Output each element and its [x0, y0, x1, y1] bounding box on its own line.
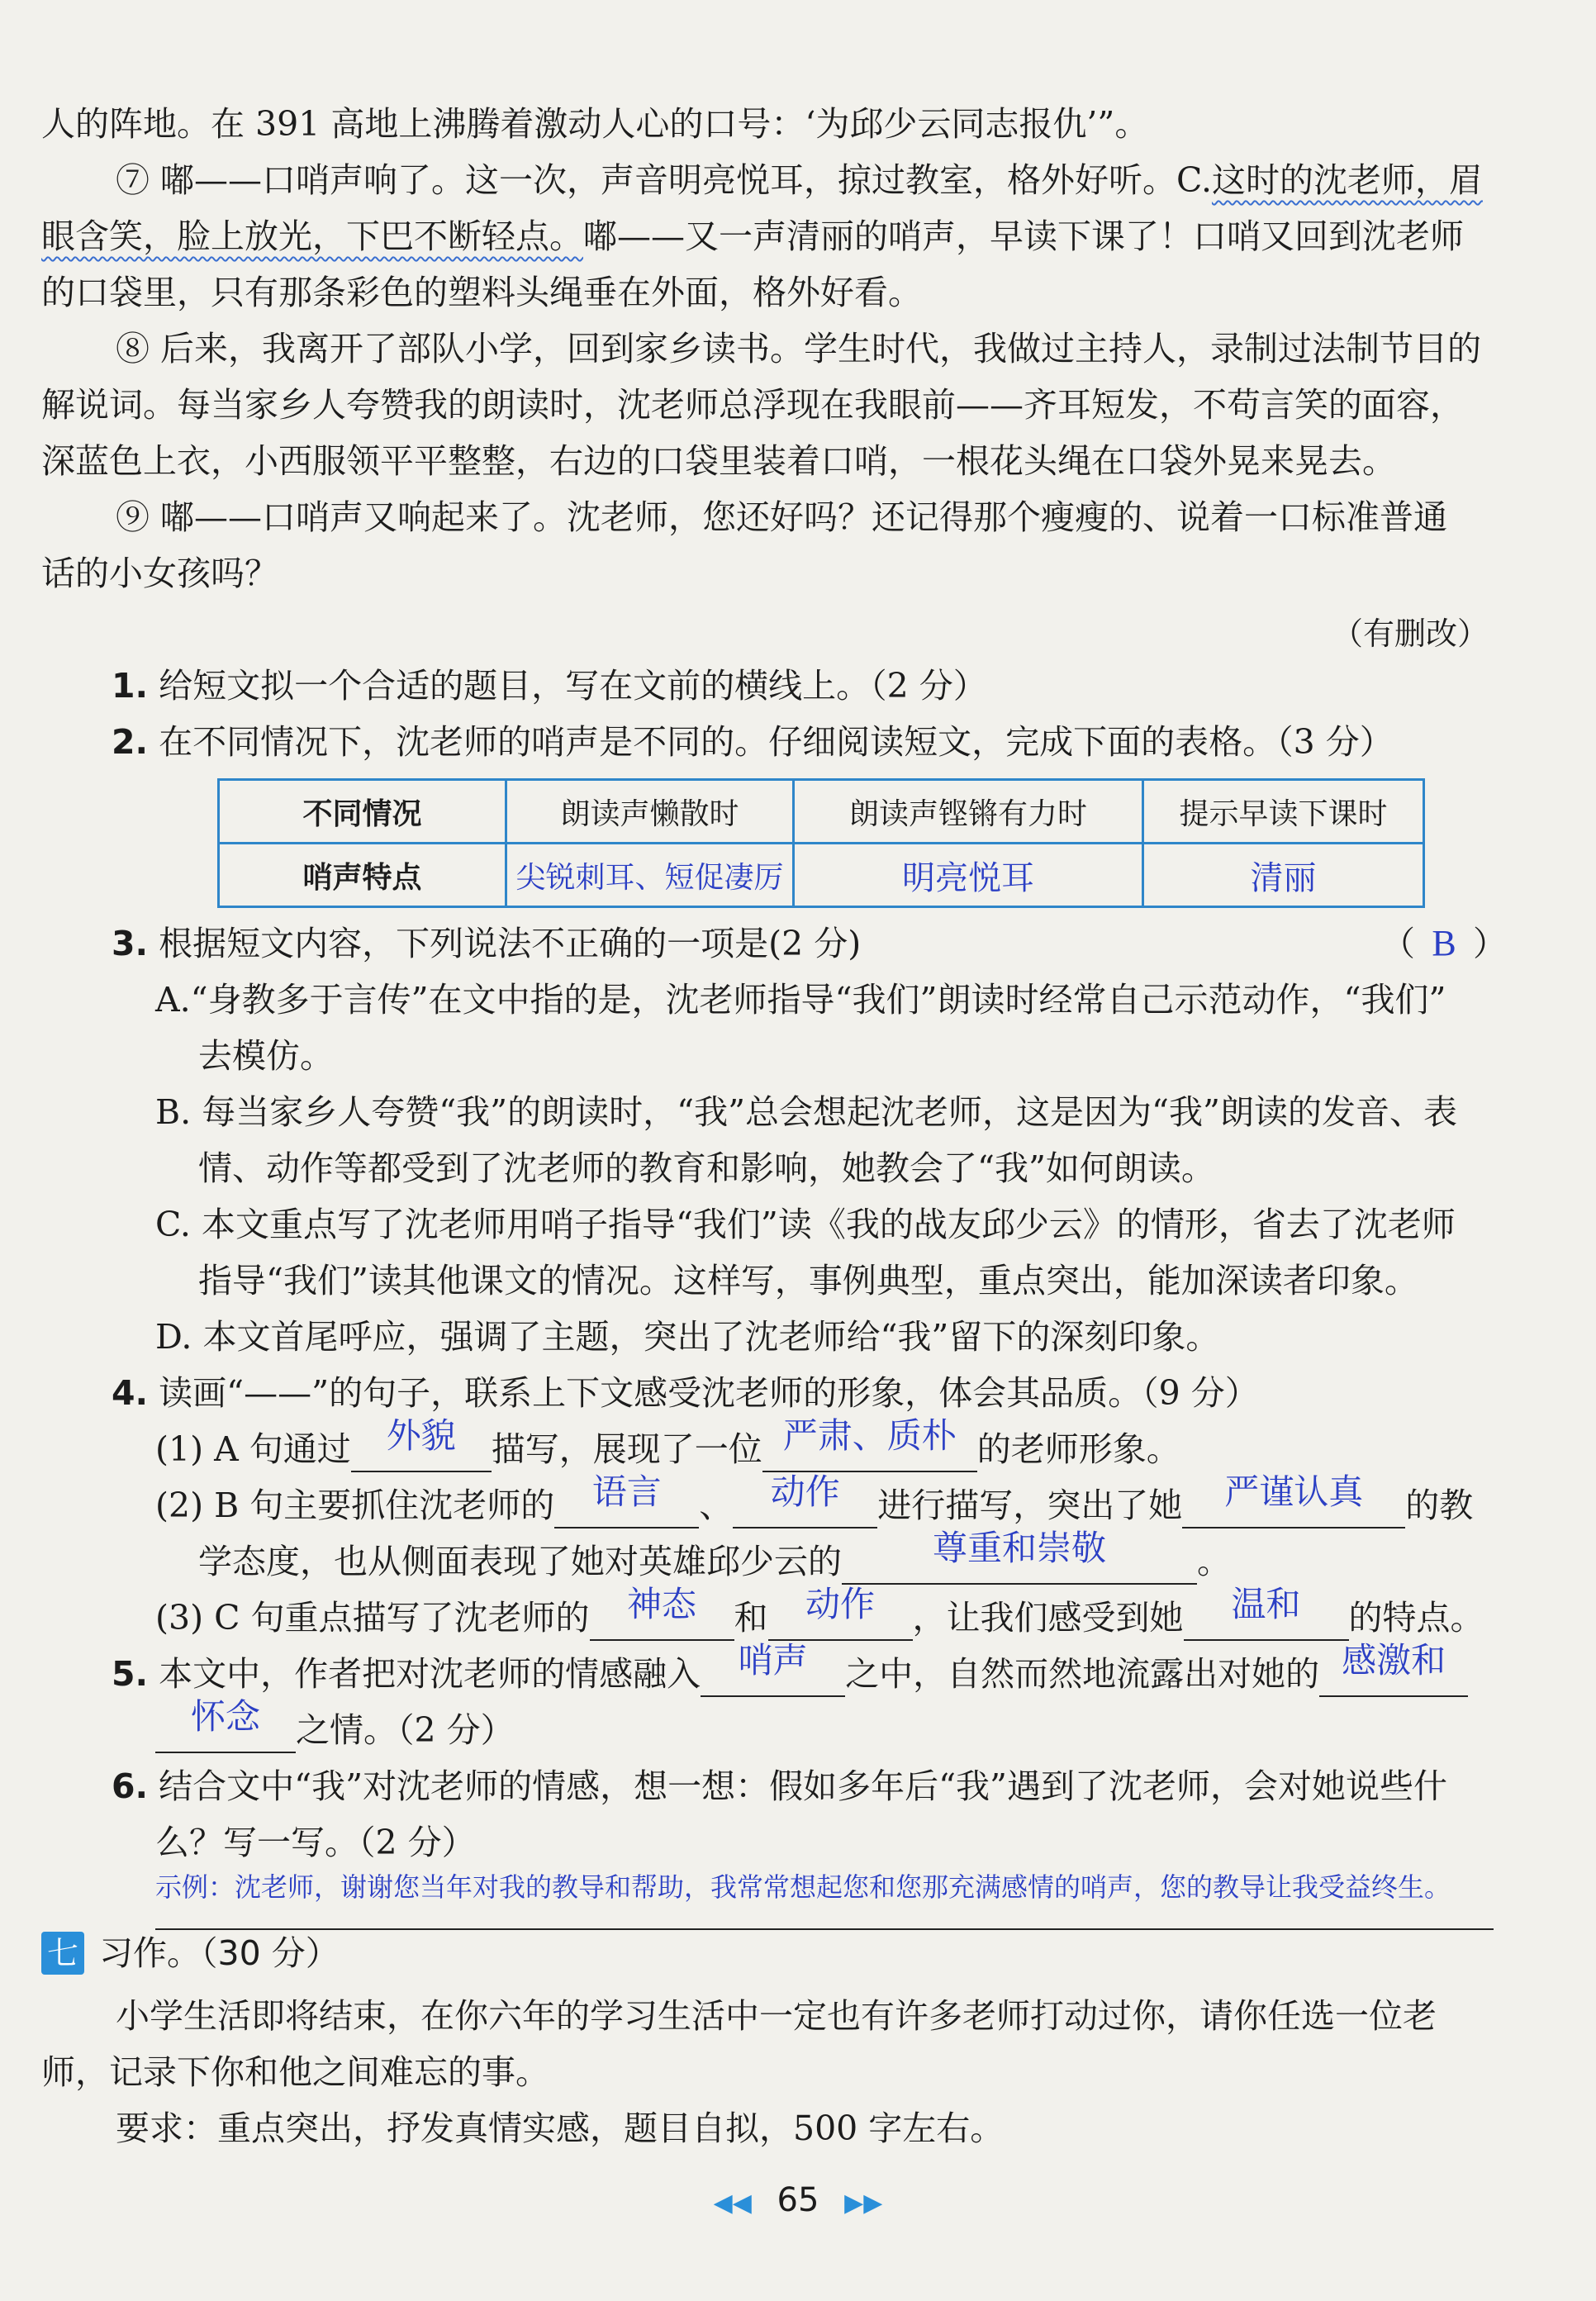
- question-number: 5.: [112, 1654, 149, 1694]
- source-note: （有删改）: [1331, 616, 1489, 652]
- question-4: [112, 1368, 1483, 1418]
- passage-text: 嘟——又一声清丽的哨声，早读下课了！口哨又回到沈老师: [583, 216, 1464, 256]
- page-number: 65: [777, 2181, 819, 2219]
- option-a-cont: 去模仿。: [198, 1036, 334, 1076]
- option-b-cont: 情、动作等都受到了沈老师的教育和影响，她教会了“我”如何朗读。: [198, 1148, 1215, 1188]
- answer-blank[interactable]: 严肃、质朴: [762, 1428, 977, 1472]
- option-c: C. 本文重点写了沈老师用哨子指导“我们”读《我的战友邱少云》的情形，省去了沈老师: [155, 1205, 1456, 1244]
- answer-blank[interactable]: 语言: [554, 1484, 699, 1528]
- question-number: 6.: [112, 1766, 149, 1806]
- question-text: 读画“——”的句子，联系上下文感受沈老师的形象，体会其品质。（9 分）: [159, 1373, 1259, 1413]
- paragraph-9: ⑨ 嘟——口哨声又响起来了。沈老师，您还好吗？还记得那个瘦瘦的、说着一口标准普通: [116, 497, 1448, 537]
- prev-arrows-icon: ◀◀: [713, 2189, 752, 2218]
- table-header-row: [219, 780, 1424, 844]
- answer-blank[interactable]: 尊重和崇敬: [842, 1540, 1197, 1585]
- option-c-cont: 指导“我们”读其他课文的情况。这样写，事例典型，重点突出，能加深读者印象。: [198, 1261, 1418, 1300]
- section-7-title: 习作。（30 分）: [99, 1933, 340, 1973]
- requirement-text: 要求：重点突出，抒发真情实感，题目自拟，500 字左右。: [116, 2108, 1005, 2148]
- table-cell: 哨声特点: [219, 844, 506, 907]
- table-cell: 不同情况: [219, 780, 506, 844]
- whistle-table: [217, 778, 1425, 908]
- question-text: 给短文拟一个合适的题目，写在文前的横线上。（2 分）: [159, 666, 987, 706]
- passage-line: 深蓝色上衣，小西服领平平整整，右边的口袋里装着口哨，一根花头绳在口袋外晃来晃去。: [41, 441, 1396, 481]
- table-cell: 朗读声懒散时: [506, 780, 794, 844]
- paragraph-7: [116, 155, 1487, 205]
- handwritten-answer: B: [1432, 923, 1456, 963]
- question-6: 6. 结合文中“我”对沈老师的情感，想一想：假如多年后“我”遇到了沈老师，会对她说些什: [112, 1766, 1447, 1806]
- q4-sub-2: (2) B 句主要抓住沈老师的 语言 、 动作 进行描写，突出了她 严谨认真 的教: [155, 1481, 1494, 1530]
- handwritten-answer: 尖锐刺耳、短促凄厉: [515, 860, 784, 894]
- passage-line: 解说词。每当家乡人夸赞我的朗读时，沈老师总浮现在我眼前——齐耳短发，不苟言笑的面容，: [41, 385, 1464, 425]
- question-number: 1.: [112, 666, 149, 706]
- sentence-c-underlined: 这时的沈老师，眉: [1211, 160, 1483, 200]
- answer-blank[interactable]: 感激和: [1319, 1652, 1468, 1697]
- question-5-cont: 怀念 之情。（2 分）: [155, 1705, 1596, 1755]
- answer-blank[interactable]: 动作: [733, 1484, 877, 1528]
- sentence-c-underlined: 眼含笑，脸上放光，下巴不断轻点。: [41, 216, 583, 256]
- answer-blank[interactable]: 哨声: [701, 1652, 845, 1697]
- option-d: D. 本文首尾呼应，强调了主题，突出了沈老师给“我”留下的深刻印象。: [155, 1317, 1220, 1357]
- handwritten-answer: 示例：沈老师，谢谢您当年对我的教导和帮助，我常常想起您和您那充满感情的哨声，您的教导让我受益终生。: [155, 1872, 1451, 1902]
- passage-line: 的口袋里，只有那条彩色的塑料头绳垂在外面，格外好看。: [41, 273, 922, 312]
- table-answer-cell[interactable]: [506, 844, 794, 907]
- question-3: [112, 919, 1483, 968]
- page-footer: [0, 2181, 1596, 2219]
- answer-blank[interactable]: 动作: [768, 1596, 913, 1641]
- prompt-text: 师，记录下你和他之间难忘的事。: [41, 2052, 549, 2092]
- question-1: [112, 661, 1483, 711]
- question-5: 5. 本文中，作者把对沈老师的情感融入 哨声 之中，自然而然地流露出对她的 感激和: [112, 1649, 1483, 1699]
- paragraph-7-cont: [41, 212, 1495, 261]
- question-number: 3.: [112, 924, 149, 963]
- answer-blank[interactable]: 神态: [590, 1596, 734, 1641]
- q4-sub-2-cont: 学态度，也从侧面表现了她对英雄邱少云的 尊重和崇敬 。: [198, 1537, 1596, 1586]
- passage-line: 话的小女孩吗？: [41, 554, 278, 593]
- question-number: 4.: [112, 1373, 149, 1413]
- answer-blank[interactable]: 怀念: [155, 1709, 296, 1753]
- question-number: 2.: [112, 722, 149, 762]
- table-answer-cell[interactable]: [794, 844, 1143, 907]
- prompt-text: 小学生活即将结束，在你六年的学习生活中一定也有许多老师打动过你，请你任选一位老: [116, 1996, 1437, 2036]
- handwritten-answer: 明亮悦耳: [902, 858, 1034, 896]
- table-cell: 朗读声铿锵有力时: [794, 780, 1143, 844]
- section-7-badge: 七: [41, 1932, 84, 1975]
- question-text: 在不同情况下，沈老师的哨声是不同的。仔细阅读短文，完成下面的表格。（3 分）: [159, 722, 1394, 762]
- question-6-cont: 么？写一写。（2 分）: [155, 1823, 476, 1862]
- paragraph-8: ⑧ 后来，我离开了部队小学，回到家乡读书。学生时代，我做过主持人，录制过法制节目的: [116, 329, 1482, 368]
- table-cell: 提示早读下课时: [1143, 780, 1424, 844]
- next-arrows-icon: ▶▶: [844, 2189, 883, 2218]
- passage-text: ⑦ 嘟——口哨声响了。这一次，声音明亮悦耳，掠过教室，格外好听。C.: [116, 160, 1212, 200]
- table-answer-cell[interactable]: [1143, 844, 1424, 907]
- q4-sub-3: (3) C 句重点描写了沈老师的 神态 和 动作 ，让我们感受到她 温和 的特点。: [155, 1593, 1494, 1643]
- answer-blank[interactable]: 外貌: [351, 1428, 492, 1472]
- answer-blank[interactable]: 温和: [1184, 1596, 1349, 1641]
- table-row: [219, 844, 1424, 907]
- option-b: B. 每当家乡人夸赞“我”的朗读时，“我”总会想起沈老师，这是因为“我”朗读的发音、表: [155, 1092, 1457, 1132]
- question-text: 根据短文内容，下列说法不正确的一项是(2 分): [159, 924, 862, 963]
- handwritten-answer: 清丽: [1250, 858, 1317, 896]
- q4-sub-1: (1) A 句通过 外貌 描写，展现了一位 严肃、质朴 的老师形象。: [155, 1424, 1494, 1474]
- passage-line: 人的阵地。在 391 高地上沸腾着激动人心的口号：‘为邱少云同志报仇’”。: [41, 104, 1149, 144]
- question-2: [112, 717, 1483, 767]
- answer-bracket[interactable]: （ B ）: [1381, 919, 1507, 968]
- answer-blank[interactable]: 严谨认真: [1182, 1484, 1405, 1528]
- option-a: A.“身教多于言传”在文中指的是，沈老师指导“我们”朗读时经常自己示范动作，“我们”: [155, 980, 1446, 1020]
